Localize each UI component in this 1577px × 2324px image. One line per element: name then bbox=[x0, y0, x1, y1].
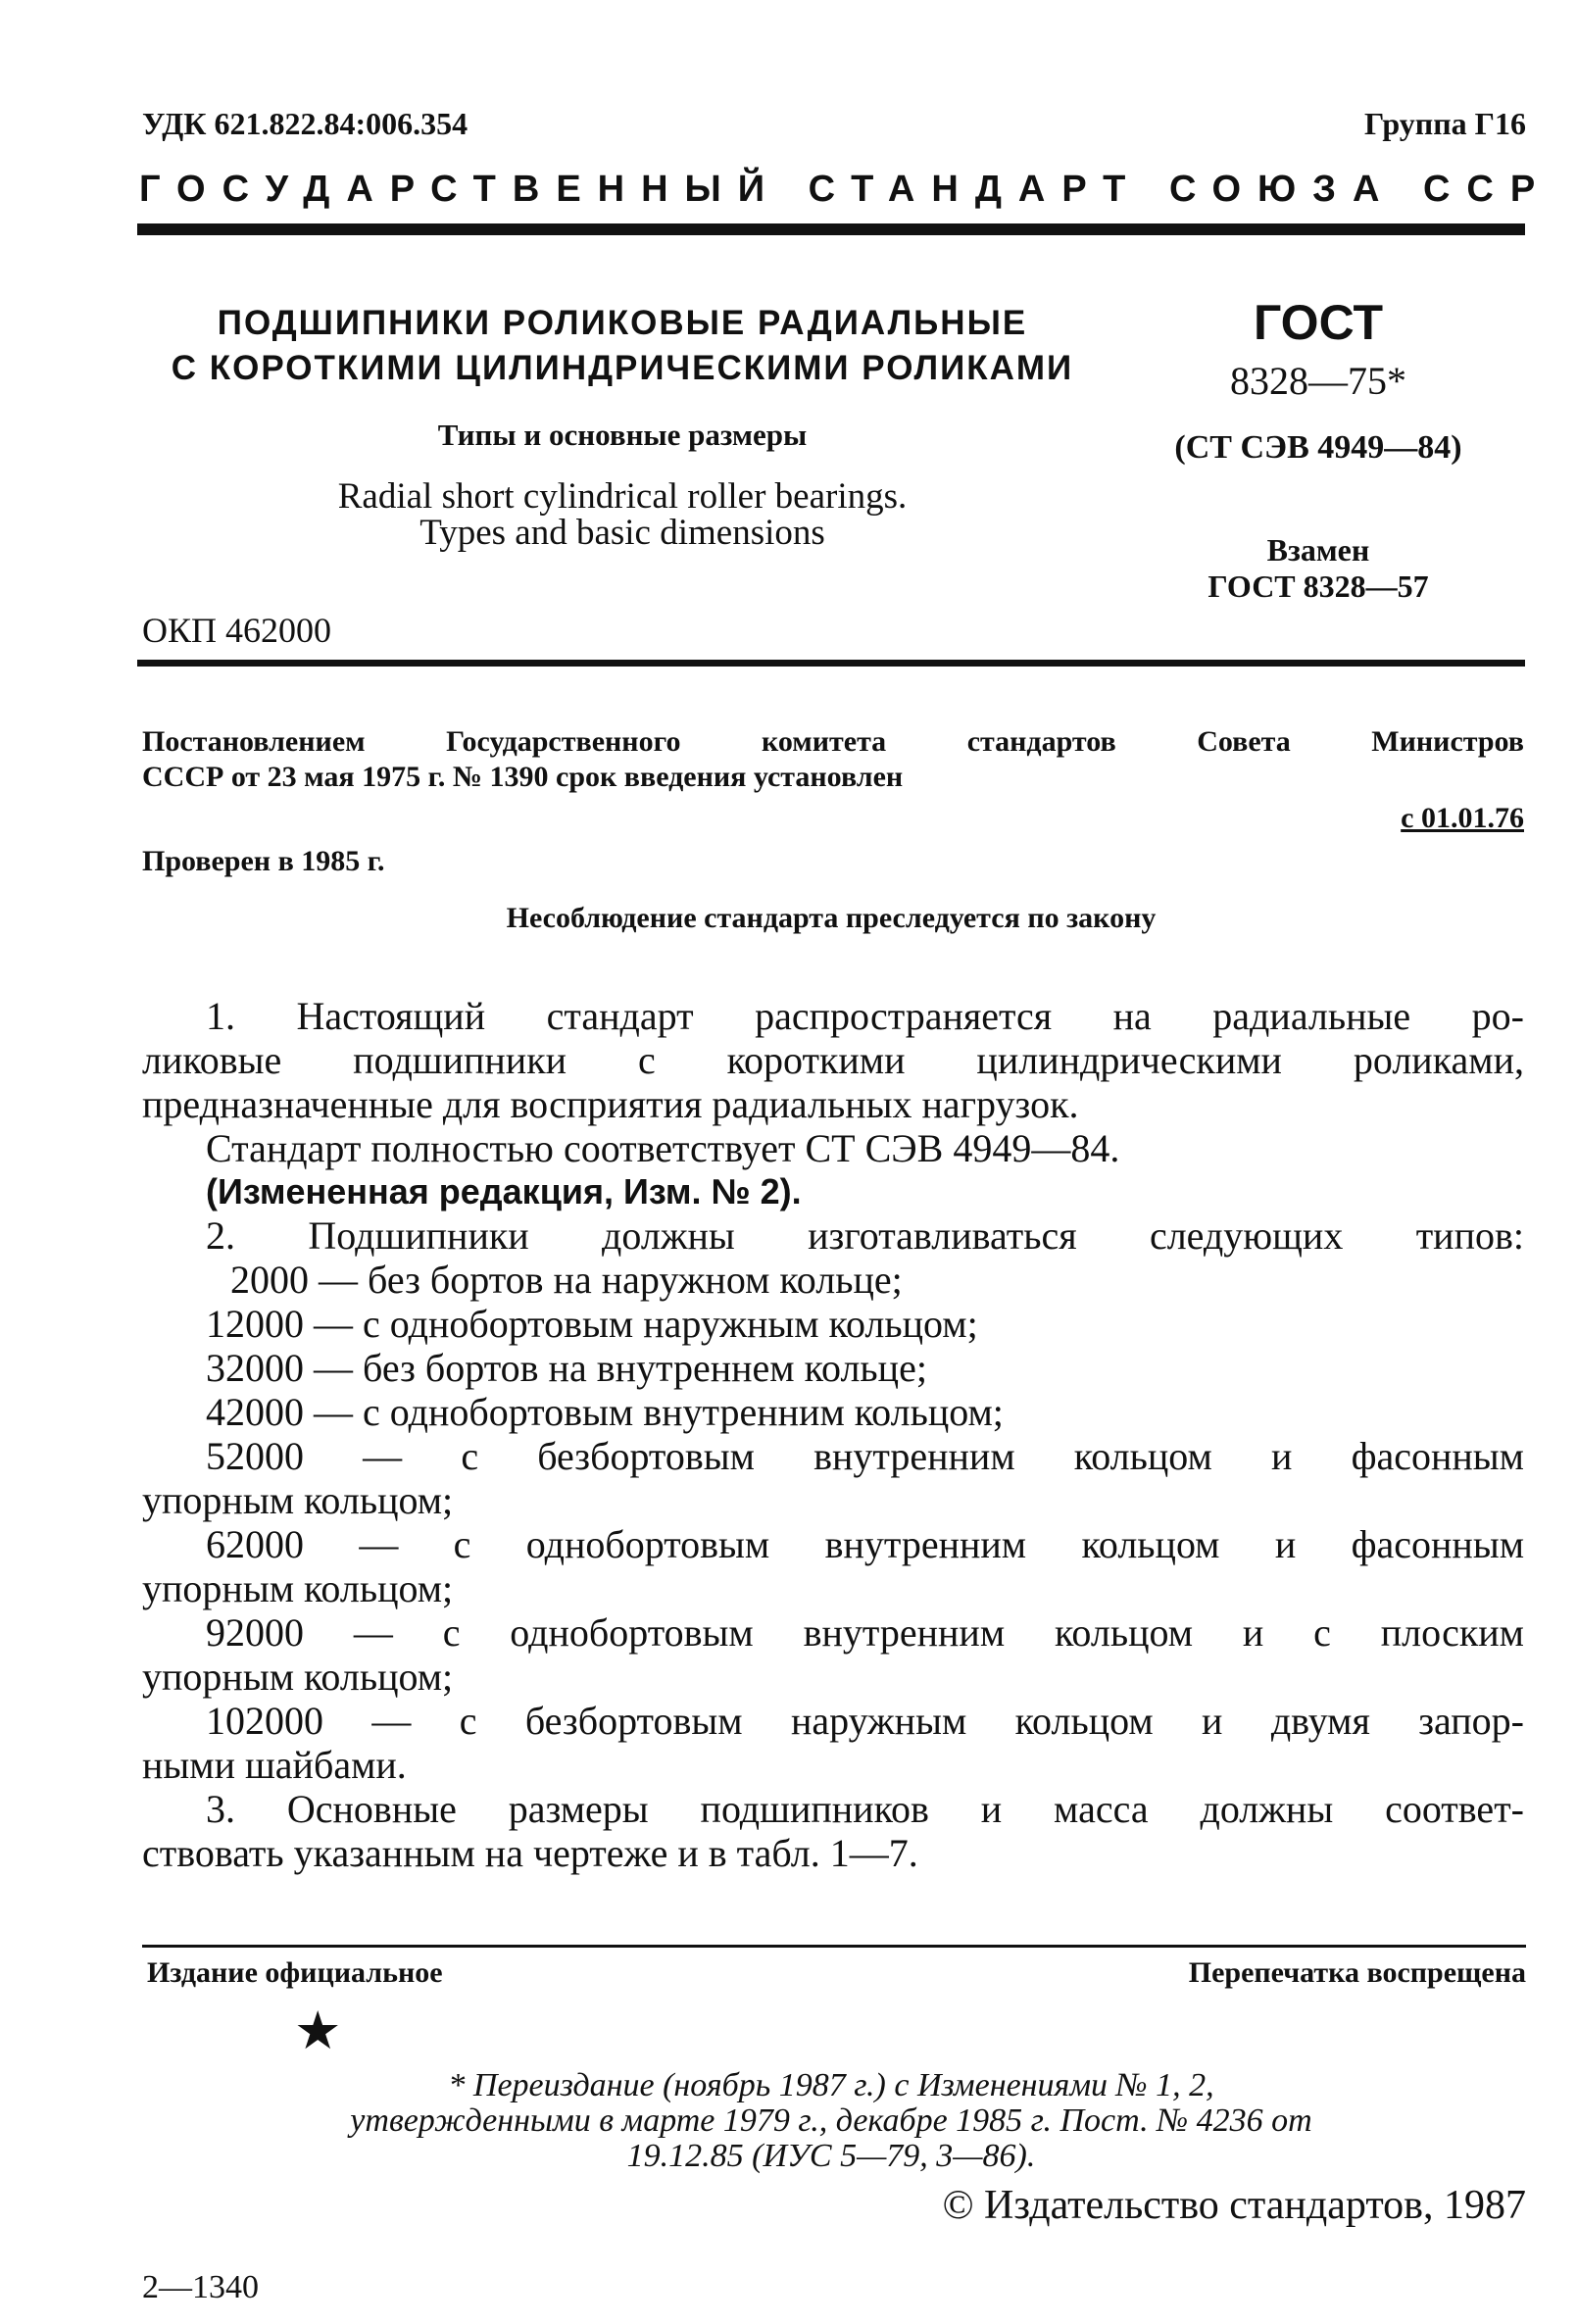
type-item: 92000 — с однобортовым внутренним кольцом и с плоским bbox=[206, 1610, 1524, 1655]
title-block-rule bbox=[137, 660, 1525, 667]
subtitle-types: Типы и основные размеры bbox=[437, 418, 808, 452]
type-item-continuation: упорным кольцом; bbox=[142, 1478, 454, 1522]
type-item: 2000 — без бортов на наружном кольце; bbox=[230, 1258, 903, 1302]
type-item: 12000 — с однобортовым наружным кольцом; bbox=[206, 1302, 978, 1346]
body-line: Стандарт полностью соответствует СТ СЭВ 4949—84. bbox=[206, 1126, 1120, 1170]
replaces-label: Взамен bbox=[1266, 532, 1370, 568]
group-code: Группа Г16 bbox=[1364, 106, 1526, 141]
body-line: предназначенные для восприятия радиальных нагрузок. bbox=[142, 1082, 1079, 1126]
type-item: 32000 — без бортов на внутреннем кольце; bbox=[206, 1346, 927, 1390]
type-item: 102000 — с безбортовым наружным кольцом и двумя запор- bbox=[206, 1699, 1524, 1743]
type-item: 52000 — с безбортовым внутренним кольцом и фасонным bbox=[206, 1434, 1524, 1478]
body-line: 3. Основные размеры подшипников и масса должны соответ- bbox=[206, 1787, 1524, 1831]
decree-line-1: Постановлением Государственного комитета стандартов Совета Министров bbox=[142, 725, 1524, 758]
header-thick-rule bbox=[137, 223, 1525, 235]
type-item: 42000 — с однобортовым внутренним кольцом; bbox=[206, 1390, 1004, 1434]
reprint-prohibited: Перепечатка воспрещена bbox=[1188, 1956, 1526, 1989]
english-title-line-2: Types and basic dimensions bbox=[419, 513, 825, 553]
type-item-continuation: упорным кольцом; bbox=[142, 1655, 454, 1699]
gost-label: ГОСТ bbox=[1254, 295, 1383, 350]
state-standard-banner: ГОСУДАРСТВЕННЫЙ СТАНДАРТ СОЮЗА ССР bbox=[139, 169, 1552, 210]
checked-year: Проверен в 1985 г. bbox=[142, 845, 385, 877]
okp-code: ОКП 462000 bbox=[142, 611, 332, 650]
legal-warning: Несоблюдение стандарта преследуется по закону bbox=[506, 902, 1157, 934]
reissue-note-line-1: * Переиздание (ноябрь 1987 г.) с Изменениями № 1, 2, bbox=[448, 2067, 1214, 2103]
copyright: © Издательство стандартов, 1987 bbox=[942, 2183, 1526, 2228]
sev-number: (СТ СЭВ 4949—84) bbox=[1174, 429, 1462, 466]
footer-rule bbox=[142, 1945, 1526, 1948]
official-edition: Издание официальное bbox=[147, 1956, 443, 1989]
replaces-gost: ГОСТ 8328—57 bbox=[1207, 569, 1429, 604]
body-line: 2. Подшипники должны изготавливаться следующих типов: bbox=[206, 1213, 1524, 1258]
title-line-2: С КОРОТКИМИ ЦИЛИНДРИЧЕСКИМИ РОЛИКАМИ bbox=[171, 349, 1074, 387]
amendment-note: (Измененная редакция, Изм. № 2). bbox=[206, 1171, 802, 1211]
title-line-1: ПОДШИПНИКИ РОЛИКОВЫЕ РАДИАЛЬНЫЕ bbox=[217, 304, 1028, 342]
star-icon: ★ bbox=[294, 2000, 342, 2061]
reissue-note-line-2: утвержденными в марте 1979 г., декабре 1985 г. Пост. № 4236 от bbox=[350, 2102, 1312, 2139]
body-line: ствовать указанным на чертеже и в табл. 1—7. bbox=[142, 1831, 918, 1875]
type-item: 62000 — с однобортовым внутренним кольцом и фасонным bbox=[206, 1522, 1524, 1566]
udk-code: УДК 621.822.84:006.354 bbox=[142, 106, 468, 141]
english-title-line-1: Radial short cylindrical roller bearings. bbox=[337, 476, 908, 517]
body-line: ликовые подшипники с короткими цилиндрическими роликами, bbox=[142, 1038, 1524, 1082]
type-item-continuation: упорным кольцом; bbox=[142, 1566, 454, 1610]
reissue-note-line-3: 19.12.85 (ИУС 5—79, 3—86). bbox=[626, 2138, 1036, 2174]
type-item-continuation: ными шайбами. bbox=[142, 1743, 407, 1787]
gost-number: 8328—75* bbox=[1230, 359, 1406, 403]
decree-line-2: СССР от 23 мая 1975 г. № 1390 срок введения установлен bbox=[142, 761, 904, 793]
effective-date: с 01.01.76 bbox=[1401, 802, 1524, 834]
page-code: 2—1340 bbox=[142, 2269, 259, 2305]
body-line: 1. Настоящий стандарт распространяется на радиальные ро- bbox=[206, 994, 1524, 1038]
